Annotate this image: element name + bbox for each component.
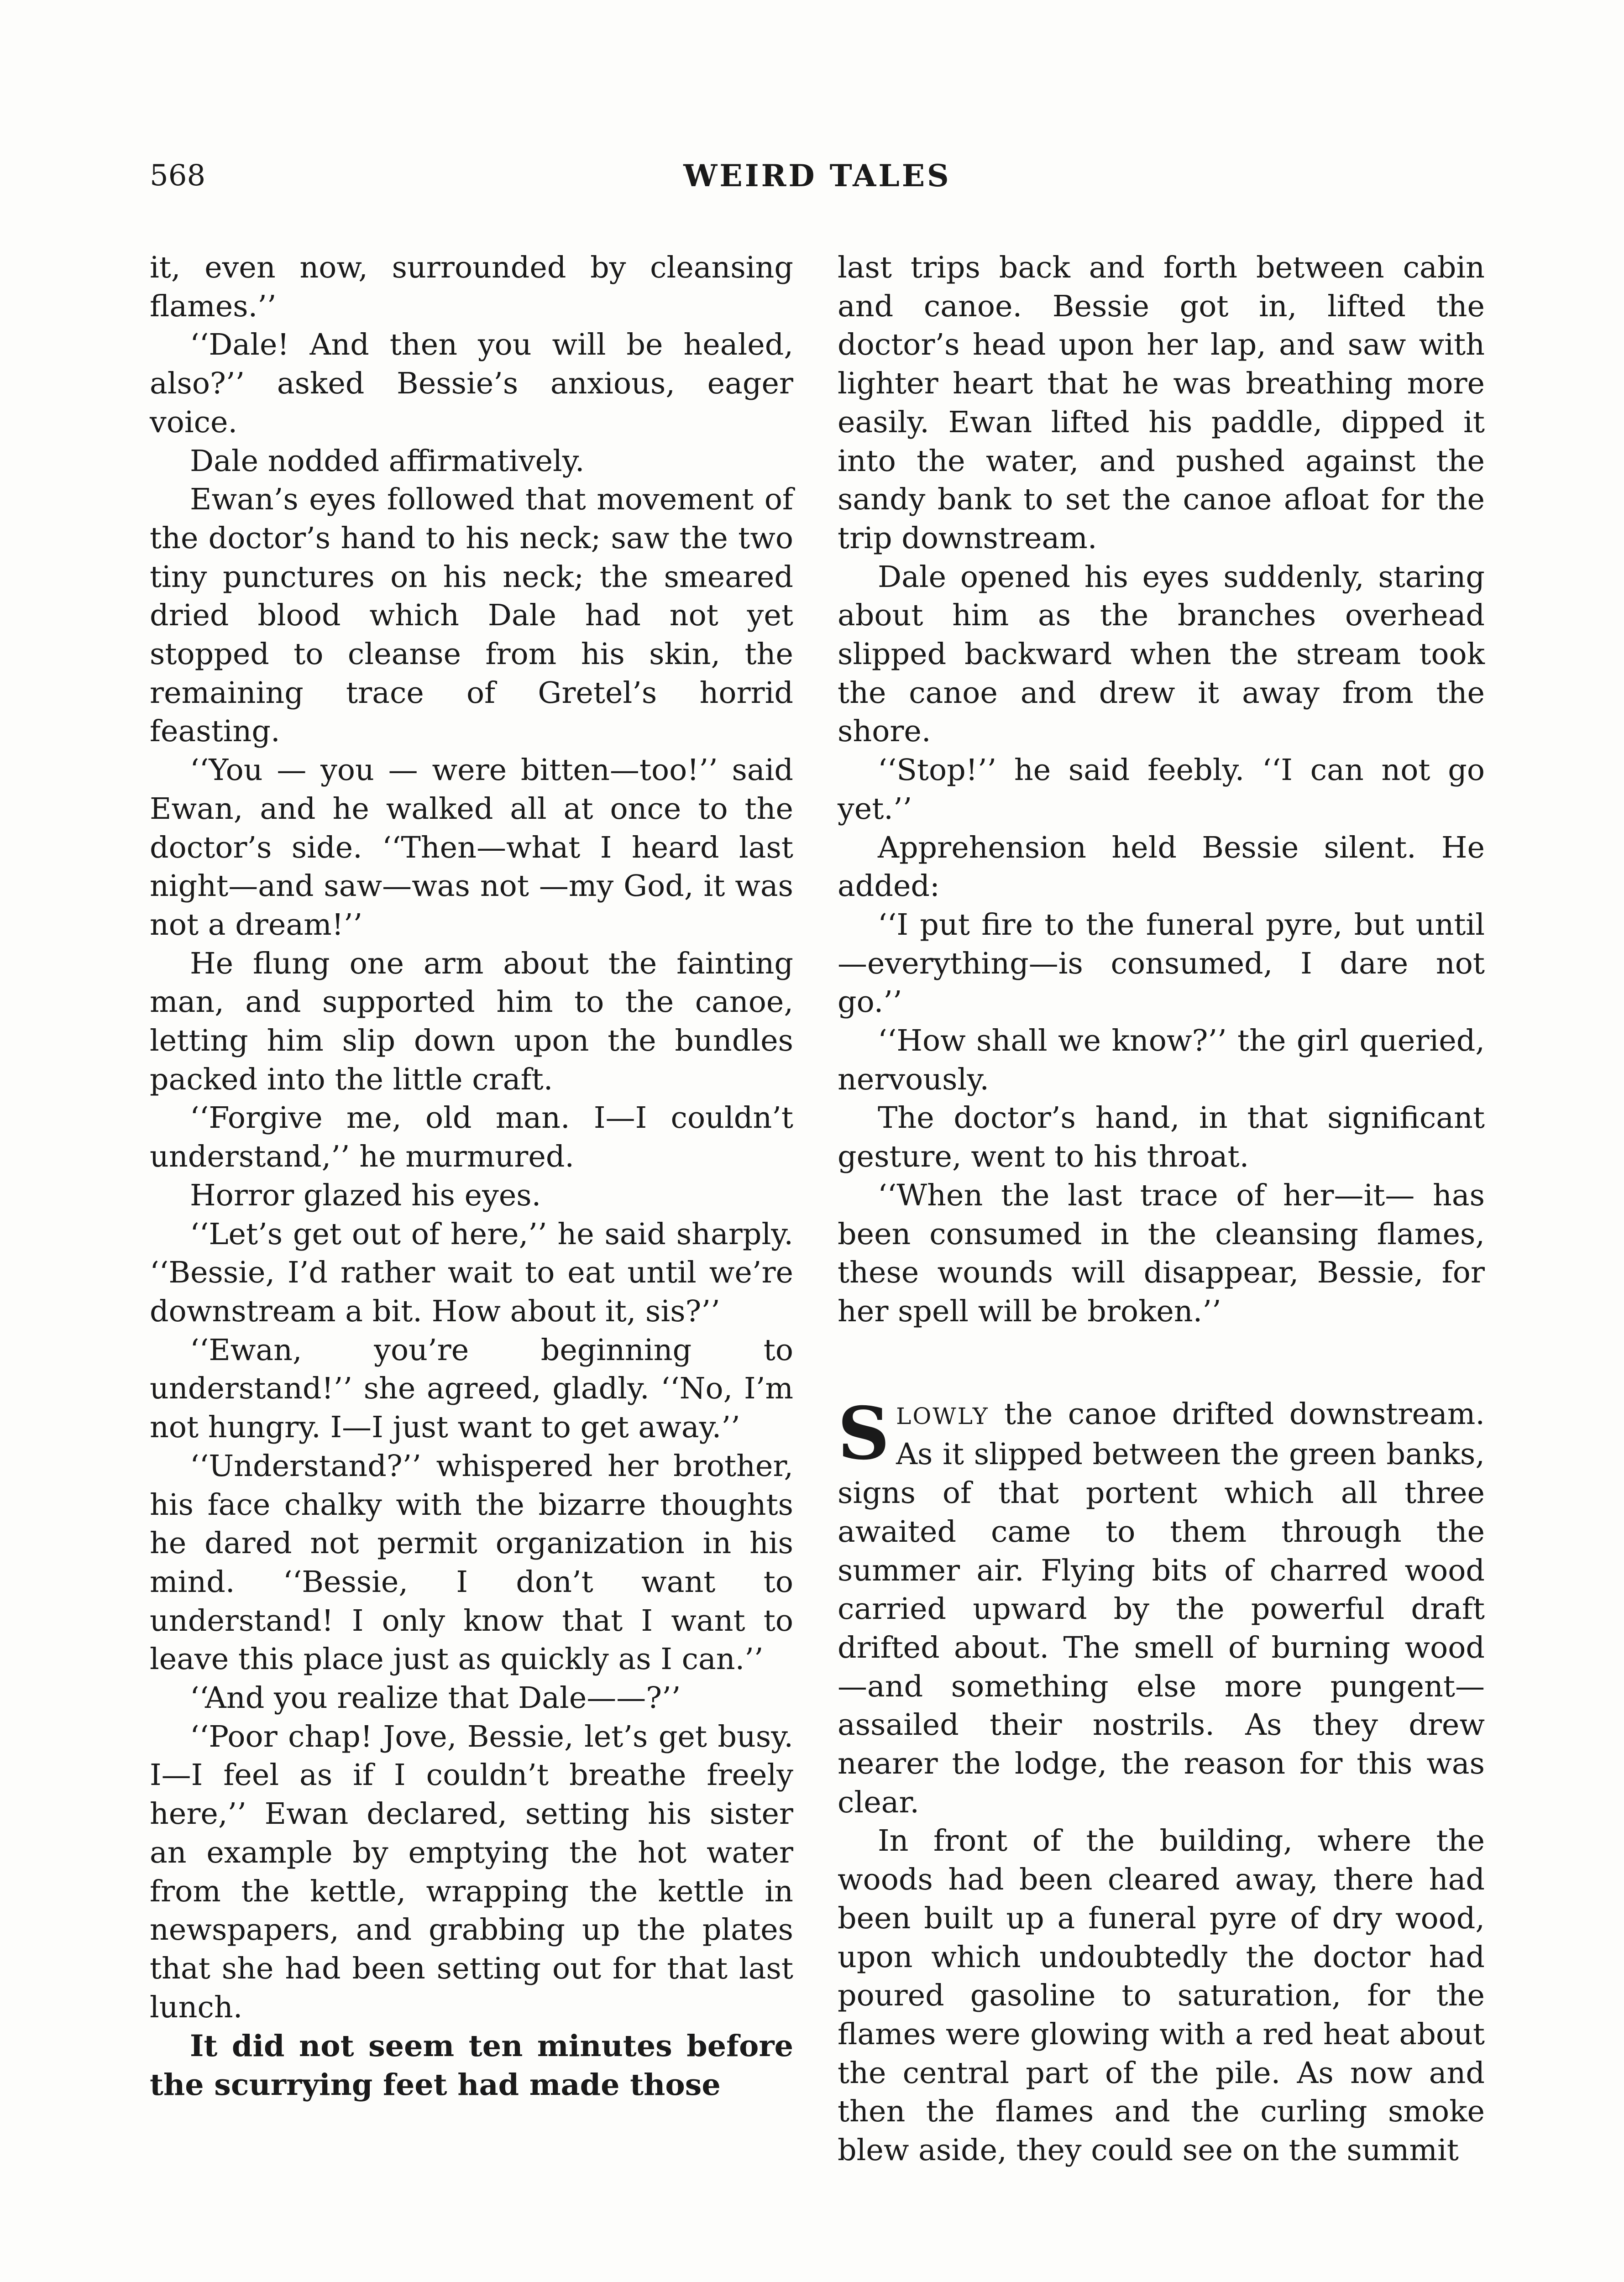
running-title: WEIRD TALES — [683, 158, 951, 194]
paragraph: ‘‘Understand?’’ whispered her brother, his face chalky with the bizarre thoughts he dared not permit organization in his mind. ‘‘Bessie, I don’t want to understand! I only know that I want to leave this place just as quickly as I can.’’ — [150, 1449, 793, 1677]
paragraph: ‘‘Stop!’’ he said feebly. ‘‘I can not go yet.’’ — [838, 753, 1485, 826]
paragraph: ‘‘Poor chap! Jove, Bessie, let’s get busy. I—I feel as if I couldn’t breathe freely here,’’ Ewan declared, setting his sister an example by emptying the hot water from the kettle, wrapping the kettle in newspapers, and grabbing up the plates that she had been setting out for that last lunch. — [150, 1719, 793, 2025]
paragraph: He flung one arm about the fainting man, and supported him to the canoe, letting him slip down upon the bundles packed into the little craft. — [150, 946, 793, 1097]
paragraph: ‘‘And you realize that Dale——?’’ — [190, 1681, 681, 1716]
page-number: 568 — [150, 159, 206, 193]
paragraph: last trips back and forth between cabin and canoe. Bessie got in, lifted the doctor’s head upon her lap, and saw with lighter heart that he was breathing more easily. Ewan lifted his paddle, dipped it into the water, and pushed against the sandy bank to set the canoe afloat for the trip downstream. — [838, 251, 1485, 555]
paragraph: Dale nodded affirmatively. — [190, 444, 585, 478]
paragraph: Apprehension held Bessie silent. He added: — [838, 830, 1485, 904]
paragraph: ‘‘Dale! And then you will be healed, also?’’ asked Bessie’s anxious, eager voice. — [150, 328, 793, 440]
page-header — [150, 151, 1485, 201]
drop-cap: S — [838, 1391, 890, 1476]
paragraph: ‘‘When the last trace of her—it— has been consumed in the cleansing flames, these wounds will disappear, Bessie, for her spell will be broken.’’ — [838, 1178, 1485, 1329]
left-column — [150, 249, 793, 2104]
paragraph: Dale opened his eyes suddenly, staring about him as the branches overhead slipped backward when the stream took the canoe and drew it away from the shore. — [838, 560, 1485, 749]
paragraph: The doctor’s hand, in that significant gesture, went to his throat. — [838, 1101, 1485, 1174]
paragraph: ‘‘How shall we know?’’ the girl queried, nervously. — [838, 1024, 1485, 1097]
section-opening-paragraph — [838, 1391, 1485, 1822]
paragraph: ‘‘Ewan, you’re beginning to understand!’’ she agreed, gladly. ‘‘No, I’m not hungry. I—I just want to get away.’’ — [150, 1333, 793, 1445]
small-caps-lead: LOWLY — [896, 1403, 989, 1429]
section-break — [838, 1331, 1485, 1395]
paragraph: It did not seem ten minutes before the scurrying feet had made those — [150, 2029, 793, 2103]
paragraph: Ewan’s eyes followed that movement of the doctor’s hand to his neck; saw the two tiny punctures on his neck; the smeared dried blood which Dale had not yet stopped to cleanse from his skin, the remaining trace of Gretel’s horrid feasting. — [150, 482, 793, 749]
paragraph: Horror glazed his eyes. — [190, 1178, 541, 1213]
paragraph: ‘‘You — you — were bitten—too!’’ said Ewan, and he walked all at once to the doctor’s side. ‘‘Then—what I heard last night—and saw—was not —my God, it was not a dream!’’ — [150, 753, 793, 942]
paragraph-text: the canoe drifted downstream. As it slipped between the green banks, signs of that portent which all three awaited came to them through the summer air. Flying bits of charred wood carried upward by the powerful draft drifted about. The smell of burning wood—and something else more pungent—assailed their nostrils. As they drew nearer the lodge, the reason for this was clear. — [838, 1397, 1485, 1820]
paragraph: ‘‘Let’s get out of here,’’ he said sharply. ‘‘Bessie, I’d rather wait to eat until we’re downstream a bit. How about it, sis?’’ — [150, 1217, 793, 1329]
paragraph: ‘‘Forgive me, old man. I—I couldn’t understand,’’ he murmured. — [150, 1101, 793, 1174]
paragraph: In front of the building, where the woods had been cleared away, there had been built up a funeral pyre of dry wood, upon which undoubtedly the doctor had poured gasoline to saturation, for the flames were glowing with a red heat about the central part of the pile. As now and then the flames and the curling smoke blew aside, they could see on the summit — [838, 1824, 1485, 2168]
right-column — [838, 249, 1485, 2170]
paragraph: it, even now, surrounded by cleansing flames.’’ — [150, 251, 793, 324]
paragraph: ‘‘I put fire to the funeral pyre, but until—everything—is consumed, I dare not go.’’ — [838, 907, 1485, 1020]
